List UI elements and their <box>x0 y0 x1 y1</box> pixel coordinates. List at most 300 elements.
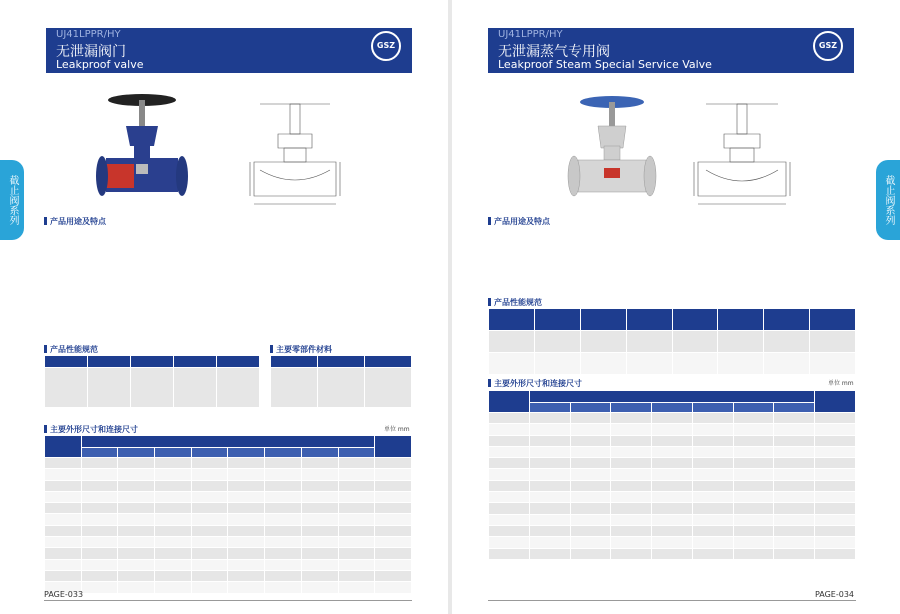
perf-cell <box>764 331 810 353</box>
table-cell <box>45 469 82 480</box>
dims-header-cell <box>338 448 375 458</box>
table-cell <box>265 514 302 525</box>
table-cell <box>338 525 375 536</box>
table-cell <box>529 492 570 503</box>
table-cell <box>692 458 733 469</box>
table-cell <box>45 559 82 570</box>
right-title-zh: 无泄漏蒸气专用阀 <box>498 44 610 60</box>
table-cell <box>692 492 733 503</box>
table-row <box>45 559 412 570</box>
perf-cell <box>131 368 174 408</box>
table-cell <box>155 537 192 548</box>
perf-cell <box>764 353 810 375</box>
table-cell <box>338 514 375 525</box>
table-cell <box>611 548 652 559</box>
table-cell <box>652 424 693 435</box>
table-cell <box>570 446 611 457</box>
table-cell <box>191 582 228 593</box>
table-row <box>489 492 856 503</box>
table-cell <box>692 469 733 480</box>
table-cell <box>489 480 530 491</box>
table-cell <box>301 570 338 581</box>
table-cell <box>265 537 302 548</box>
table-cell <box>652 514 693 525</box>
material-cell <box>271 368 318 408</box>
perf-cell <box>217 368 260 408</box>
right-page-number: PAGE-034 <box>814 590 854 599</box>
table-cell <box>489 503 530 514</box>
perf-cell <box>88 368 131 408</box>
table-cell <box>45 491 82 502</box>
valve-drawing <box>240 100 350 210</box>
table-cell <box>489 469 530 480</box>
right-title-en: Leakproof Steam Special Service Valve <box>498 58 712 71</box>
dims-header-cell <box>733 403 774 413</box>
table-cell <box>301 458 338 469</box>
material-cell <box>318 368 365 408</box>
table-cell <box>338 480 375 491</box>
right-header-bar <box>488 28 854 73</box>
table-cell <box>191 570 228 581</box>
table-cell <box>118 570 155 581</box>
table-row <box>489 469 856 480</box>
left-material-table <box>270 355 412 408</box>
table-cell <box>301 491 338 502</box>
table-cell <box>733 537 774 548</box>
table-row <box>489 537 856 548</box>
table-cell <box>375 458 412 469</box>
table-cell <box>611 492 652 503</box>
table-cell <box>81 480 118 491</box>
right-page <box>452 0 900 614</box>
dims-header-cell <box>529 403 570 413</box>
table-cell <box>191 559 228 570</box>
table-cell <box>611 525 652 536</box>
table-cell <box>570 514 611 525</box>
table-cell <box>301 469 338 480</box>
table-cell <box>301 525 338 536</box>
dims-header-cell <box>118 448 155 458</box>
table-cell <box>338 491 375 502</box>
table-cell <box>118 525 155 536</box>
table-cell <box>301 548 338 559</box>
table-cell <box>570 503 611 514</box>
dims-header-cell <box>155 448 192 458</box>
table-cell <box>815 537 856 548</box>
table-row <box>45 514 412 525</box>
right-side-tab: 截止阀系列 <box>876 160 900 240</box>
valve-drawing <box>682 100 802 210</box>
table-cell <box>570 435 611 446</box>
right-perf-heading: 产品性能规范 <box>488 297 542 308</box>
table-cell <box>45 525 82 536</box>
table-cell <box>338 559 375 570</box>
table-cell <box>81 514 118 525</box>
dims-group-header <box>529 391 814 403</box>
table-cell <box>265 480 302 491</box>
perf-cell <box>626 353 672 375</box>
perf-header-cell <box>718 309 764 331</box>
table-row <box>489 514 856 525</box>
table-cell <box>81 537 118 548</box>
table-cell <box>265 503 302 514</box>
table-cell <box>774 424 815 435</box>
table-cell <box>652 503 693 514</box>
table-row <box>45 491 412 502</box>
dims-group-header <box>81 436 375 448</box>
material-cell <box>365 368 412 408</box>
table-cell <box>489 435 530 446</box>
table-cell <box>815 548 856 559</box>
table-cell <box>529 458 570 469</box>
left-perf-heading: 产品性能规范 <box>44 344 98 355</box>
table-cell <box>155 480 192 491</box>
table-cell <box>815 503 856 514</box>
table-cell <box>611 537 652 548</box>
perf-header-cell <box>810 309 856 331</box>
table-cell <box>529 537 570 548</box>
dims-header-cell <box>652 403 693 413</box>
table-cell <box>301 582 338 593</box>
perf-cell <box>489 353 535 375</box>
left-dims-unit: 单位 mm <box>384 426 410 433</box>
table-cell <box>774 469 815 480</box>
left-brand-logo <box>366 31 406 71</box>
dims-header-cell <box>265 448 302 458</box>
table-cell <box>489 548 530 559</box>
table-cell <box>570 480 611 491</box>
table-cell <box>81 458 118 469</box>
table-cell <box>611 480 652 491</box>
perf-cell <box>174 368 217 408</box>
table-cell <box>733 548 774 559</box>
table-cell <box>529 424 570 435</box>
table-cell <box>375 582 412 593</box>
dims-header-cell <box>375 436 412 458</box>
table-cell <box>774 458 815 469</box>
table-cell <box>81 525 118 536</box>
table-cell <box>692 413 733 424</box>
table-cell <box>692 435 733 446</box>
right-perf-table <box>488 308 856 375</box>
table-cell <box>155 491 192 502</box>
left-features-heading: 产品用途及特点 <box>44 216 106 227</box>
table-cell <box>81 491 118 502</box>
left-features-text <box>44 226 412 332</box>
dims-header-cell <box>45 436 82 458</box>
table-cell <box>375 480 412 491</box>
left-page <box>0 0 448 614</box>
right-series-code: UJ41LPPR/HY <box>498 29 563 40</box>
gear-logo-icon: GSZ <box>371 31 401 61</box>
table-cell <box>228 548 265 559</box>
table-cell <box>529 469 570 480</box>
table-row <box>489 458 856 469</box>
table-cell <box>228 537 265 548</box>
table-cell <box>529 446 570 457</box>
table-cell <box>375 491 412 502</box>
table-cell <box>338 582 375 593</box>
table-cell <box>489 413 530 424</box>
table-cell <box>45 480 82 491</box>
globe-valve-photo <box>92 88 192 208</box>
table-cell <box>733 525 774 536</box>
table-cell <box>81 559 118 570</box>
table-row <box>45 548 412 559</box>
table-cell <box>118 548 155 559</box>
table-cell <box>81 570 118 581</box>
table-row <box>489 446 856 457</box>
dims-header-cell <box>489 391 530 413</box>
table-cell <box>45 537 82 548</box>
perf-header-cell <box>626 309 672 331</box>
perf-header-cell <box>764 309 810 331</box>
dims-header-cell <box>692 403 733 413</box>
table-cell <box>774 435 815 446</box>
table-cell <box>228 469 265 480</box>
table-cell <box>652 435 693 446</box>
table-cell <box>155 548 192 559</box>
table-cell <box>375 514 412 525</box>
table-cell <box>45 548 82 559</box>
left-title-en: Leakproof valve <box>56 58 144 71</box>
table-cell <box>118 503 155 514</box>
table-row <box>489 548 856 559</box>
table-cell <box>228 525 265 536</box>
perf-cell <box>672 331 718 353</box>
table-cell <box>265 491 302 502</box>
table-cell <box>733 413 774 424</box>
table-cell <box>529 503 570 514</box>
table-cell <box>375 537 412 548</box>
right-dims-table <box>488 390 856 560</box>
gear-logo-icon: GSZ <box>813 31 843 61</box>
table-cell <box>228 503 265 514</box>
table-cell <box>489 492 530 503</box>
table-cell <box>191 458 228 469</box>
table-cell <box>191 537 228 548</box>
table-cell <box>774 503 815 514</box>
table-cell <box>81 469 118 480</box>
perf-cell <box>672 353 718 375</box>
right-dims-heading: 主要外形尺寸和连接尺寸 <box>488 378 582 389</box>
right-brand-logo <box>808 31 848 71</box>
table-cell <box>529 514 570 525</box>
table-row <box>45 582 412 593</box>
table-cell <box>489 424 530 435</box>
table-cell <box>815 469 856 480</box>
table-cell <box>611 514 652 525</box>
table-cell <box>118 559 155 570</box>
table-cell <box>529 435 570 446</box>
table-cell <box>692 548 733 559</box>
table-cell <box>489 458 530 469</box>
table-cell <box>733 480 774 491</box>
perf-header-cell <box>131 356 174 368</box>
table-cell <box>529 548 570 559</box>
perf-cell <box>718 353 764 375</box>
table-cell <box>118 537 155 548</box>
table-cell <box>375 570 412 581</box>
left-title-zh: 无泄漏阀门 <box>56 44 126 60</box>
table-cell <box>652 537 693 548</box>
table-cell <box>265 582 302 593</box>
table-cell <box>301 537 338 548</box>
table-cell <box>774 480 815 491</box>
table-cell <box>692 446 733 457</box>
table-cell <box>774 514 815 525</box>
table-cell <box>570 525 611 536</box>
table-cell <box>155 525 192 536</box>
table-cell <box>529 480 570 491</box>
dims-header-cell <box>81 448 118 458</box>
table-cell <box>489 525 530 536</box>
table-row <box>45 480 412 491</box>
table-cell <box>155 469 192 480</box>
perf-cell <box>580 331 626 353</box>
table-cell <box>265 559 302 570</box>
table-row <box>489 435 856 446</box>
table-cell <box>155 559 192 570</box>
perf-cell <box>718 331 764 353</box>
table-cell <box>570 413 611 424</box>
table-cell <box>529 525 570 536</box>
perf-header-cell <box>174 356 217 368</box>
dims-header-cell <box>191 448 228 458</box>
table-cell <box>265 548 302 559</box>
table-cell <box>375 525 412 536</box>
left-material-heading: 主要零部件材料 <box>270 344 332 355</box>
perf-header-cell <box>580 309 626 331</box>
table-cell <box>815 435 856 446</box>
table-row <box>489 480 856 491</box>
perf-cell <box>534 353 580 375</box>
table-cell <box>301 559 338 570</box>
table-cell <box>118 480 155 491</box>
table-cell <box>375 559 412 570</box>
material-header-cell <box>365 356 412 368</box>
table-cell <box>228 559 265 570</box>
perf-cell <box>45 368 88 408</box>
table-cell <box>45 458 82 469</box>
dims-header-cell <box>611 403 652 413</box>
table-cell <box>774 413 815 424</box>
table-cell <box>570 469 611 480</box>
table-row <box>489 503 856 514</box>
table-cell <box>338 458 375 469</box>
table-cell <box>375 503 412 514</box>
table-cell <box>652 413 693 424</box>
table-cell <box>611 413 652 424</box>
table-cell <box>815 446 856 457</box>
table-row <box>45 570 412 581</box>
table-cell <box>118 469 155 480</box>
table-cell <box>489 446 530 457</box>
table-row <box>45 537 412 548</box>
table-cell <box>692 525 733 536</box>
table-cell <box>611 469 652 480</box>
table-cell <box>815 480 856 491</box>
table-cell <box>118 491 155 502</box>
table-cell <box>774 537 815 548</box>
left-page-number: PAGE-033 <box>44 590 84 599</box>
left-side-tab: 截止阀系列 <box>0 160 24 240</box>
material-header-cell <box>271 356 318 368</box>
table-cell <box>774 525 815 536</box>
table-cell <box>815 413 856 424</box>
dims-header-cell <box>774 403 815 413</box>
right-page-rule <box>488 600 856 601</box>
table-cell <box>191 503 228 514</box>
table-cell <box>652 492 693 503</box>
table-cell <box>692 537 733 548</box>
perf-cell <box>626 331 672 353</box>
table-cell <box>191 480 228 491</box>
steam-valve-photo <box>562 88 662 208</box>
table-cell <box>815 458 856 469</box>
table-cell <box>815 492 856 503</box>
table-cell <box>45 514 82 525</box>
table-cell <box>191 548 228 559</box>
table-cell <box>118 582 155 593</box>
table-cell <box>692 480 733 491</box>
table-cell <box>611 435 652 446</box>
table-cell <box>652 525 693 536</box>
table-cell <box>733 514 774 525</box>
table-cell <box>733 503 774 514</box>
perf-header-cell <box>489 309 535 331</box>
perf-cell <box>580 353 626 375</box>
table-cell <box>191 525 228 536</box>
table-cell <box>191 514 228 525</box>
table-cell <box>228 582 265 593</box>
right-dims-unit: 单位 mm <box>828 380 854 387</box>
table-cell <box>652 458 693 469</box>
table-cell <box>155 458 192 469</box>
dims-header-cell <box>301 448 338 458</box>
table-cell <box>265 570 302 581</box>
perf-header-cell <box>534 309 580 331</box>
table-cell <box>155 503 192 514</box>
table-cell <box>191 469 228 480</box>
table-cell <box>815 514 856 525</box>
left-perf-table <box>44 355 260 408</box>
table-row <box>45 503 412 514</box>
table-cell <box>45 570 82 581</box>
table-cell <box>611 458 652 469</box>
table-cell <box>652 548 693 559</box>
left-page-rule <box>44 600 412 601</box>
perf-cell <box>810 353 856 375</box>
table-cell <box>375 548 412 559</box>
table-cell <box>815 424 856 435</box>
table-cell <box>733 446 774 457</box>
table-row <box>45 469 412 480</box>
table-cell <box>774 548 815 559</box>
table-cell <box>733 424 774 435</box>
perf-header-cell <box>45 356 88 368</box>
table-cell <box>228 514 265 525</box>
table-cell <box>155 582 192 593</box>
perf-cell <box>810 331 856 353</box>
table-cell <box>81 582 118 593</box>
table-cell <box>733 435 774 446</box>
left-header-bar <box>46 28 412 73</box>
table-cell <box>692 424 733 435</box>
table-cell <box>652 469 693 480</box>
perf-cell <box>489 331 535 353</box>
table-cell <box>155 514 192 525</box>
